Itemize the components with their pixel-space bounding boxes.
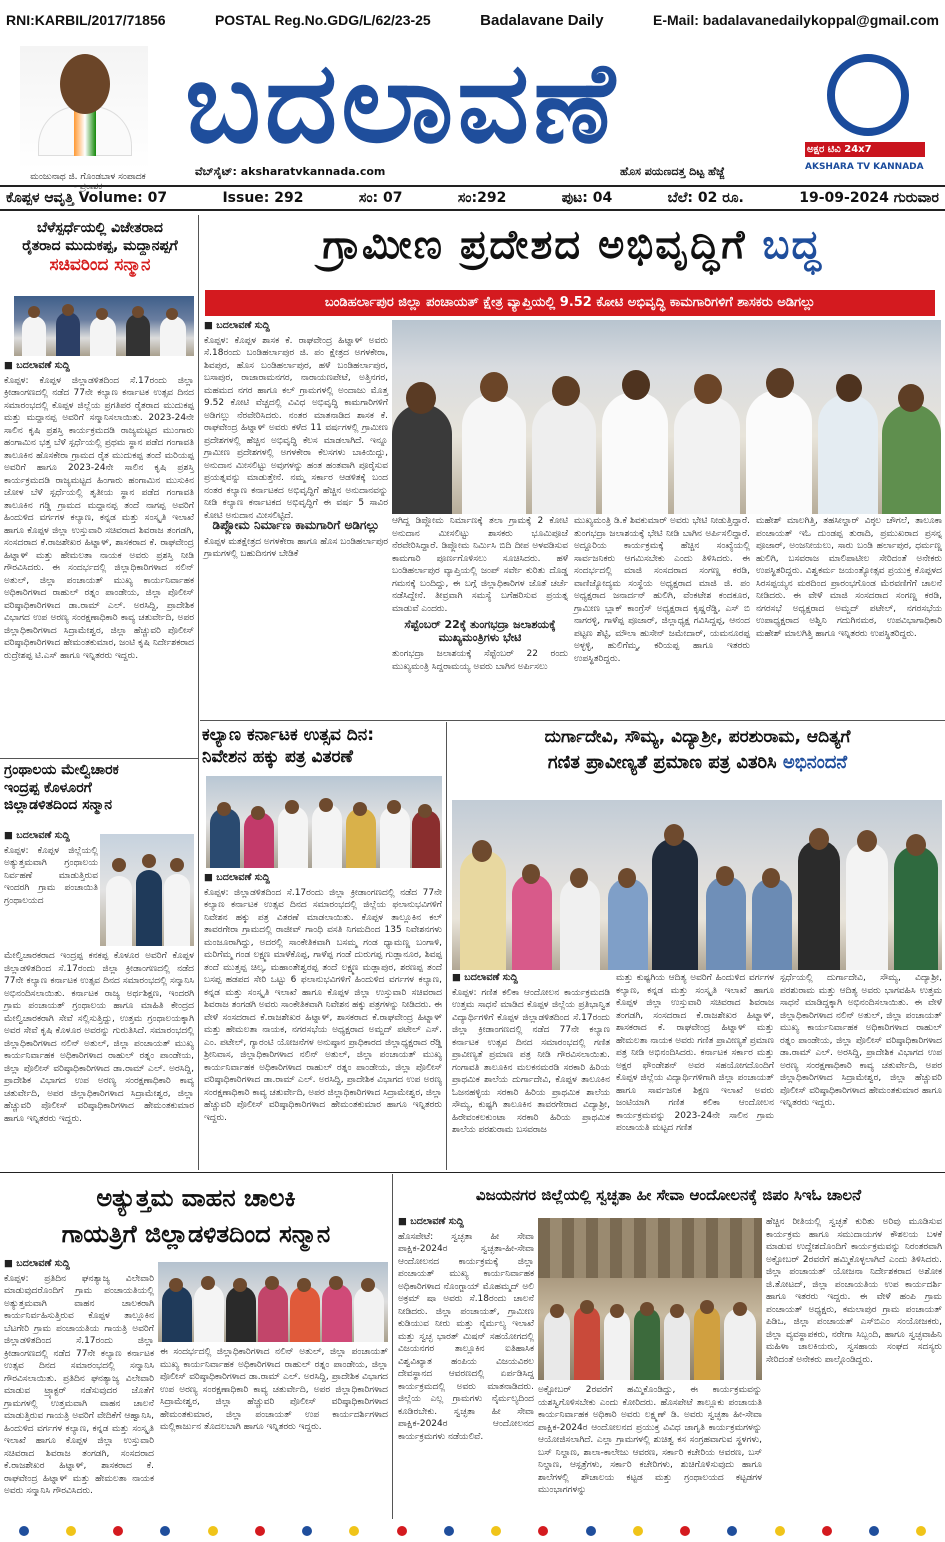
left1-headline: ಬೆಳೆಸ್ಪರ್ಧೆಯಲ್ಲಿ ವಿಜೇತರಾದ ರೈತರಾದ ಮುದುಕಪ್ಪ, ಮದ್ದಾನಪ್ಪಗೆ ಸಚಿವರಿಂದ ಸನ್ಮಾನ xyxy=(22,220,178,275)
vijayanagara-photo xyxy=(538,1218,762,1380)
tv-brand-en: AKSHARA TV KANNADA xyxy=(805,162,924,172)
lead-col2: ಆಗಿದ್ದ ಡಿಪ್ಲೋಮ ನಿರ್ಮಾಣಕ್ಕೆ ತಲಾ ಗ್ರಾಮಕ್ಕೆ 2 ಕೋಟಿ ಅನುದಾನ ಮೀಸಲಿಟ್ಟು ಶಾಸಕರು ಭೂಮಿಪೂಜೆ ನೆರವೇರಿಸಿದ್ದಾರೆ. ಡಿಪ್ಲೋಮ ನಿರ್ಮಿಸಿ ಬಿದಿ ದೀಪ ಅಳವಡಿಸುವ ಕಾಮಗಾರಿ ಪೂರ್ಣಗೊಳಿಸಲು ಸೂಚಿಸಿದರು. ಹಳೆ ಬಂಡಿಹರ್ಲಾಪುರ ವ್ಯಾಪ್ತಿಯಲ್ಲಿ ಜಂಪ್ ಸರ್ವೇ ಕುರಿತು ದೊಡ್ಡ ಗಮನಕ್ಕೆ ಬಂದಿದ್ದು, ಈ ಬಗ್ಗೆ ಜಿಲ್ಲಾಧಿಕಾರಿಗಳ ಜೊತೆ ಚರ್ಚೆ ನಡೆಸಿದ್ದೇನೆ. ತೀವ್ರವಾಗಿ ಸಮಸ್ಯೆ ಬಗೆಹರಿಸುವ ಪ್ರಯತ್ನ ಮಾಡುವೆ ಎಂದರು. ಸೆಪ್ಟೆಂಬರ್ 22ಕ್ಕೆ ತುಂಗಭದ್ರಾ ಜಲಾಶಯಕ್ಕೆ ಮುಖ್ಯಮಂತ್ರಿಗಳು ಭೇಟಿ ತುಂಗಭದ್ರಾ ಜಲಾಶಯಕ್ಕೆ ಸೆಪ್ಟೆಂಬರ್ 22 ರಂದು ಮುಖ್ಯಮಂತ್ರಿ ಸಿದ್ದರಾಮಯ್ಯ ಅವರು ಬಾಗಿನ ಅರ್ಪಿಸಲು xyxy=(392,516,568,672)
durgadevi-col3: ಸ್ಪರ್ಧೆಯಲ್ಲಿ ದುರ್ಗಾದೇವಿ, ಸೌಮ್ಯ, ವಿದ್ಯಾಶ್ರೀ, ಪರಶುರಾಮ ಮತ್ತು ಆದಿತ್ಯ ಅವರು ಭಾಗವಹಿಸಿ ಉತ್ತಮ ಸಾಧನೆ ಮಾಡಿದ್ದಕ್ಕಾಗಿ ಅಭಿನಂದಿಸಲಾಯಿತು. ಈ ವೇಳೆ ಜಿಲ್ಲಾಧಿಕಾರಿಗಳಾದ ನಲಿನ್ ಅತುಲ್, ಜಿಲ್ಲಾ ಪಂಚಾಯತ್ ಮುಖ್ಯ ಕಾರ್ಯನಿರ್ವಾಹಕ ಅಧಿಕಾರಿಗಳಾದ ರಾಹುಲ್ ರತ್ನಂ ಪಾಂಡೇಯ, ಜಿಲ್ಲಾ ಪೊಲೀಸ್ ವರಿಷ್ಠಾಧಿಕಾರಿಗಳಾದ ಡಾ.ರಾಮ್ ಎಲ್. ಅರಸಿದ್ದಿ, ಪ್ರಾದೇಶಿಕ ವಿಭಾಗದ ಉಪ ಅರಣ್ಯ ಸಂರಕ್ಷಣಾಧಿಕಾರಿ ಕಾವ್ಯ ಚತುರ್ವೇದಿ, ಅಪರ ಜಿಲ್ಲಾಧಿಕಾರಿಗಳಾದ ಸಿದ್ರಾಮೇಶ್ವರ, ಜಿಲ್ಲಾ ಹೆಚ್ಚುವರಿ ಪೊಲೀಸ್ ವರಿಷ್ಠಾಧಿಕಾರಿಗಳಾದ ಹೇಮಂತಕುಮಾರ ಹಾಗೂ ಇನ್ನಿತರರು ಇದ್ದರು. xyxy=(780,973,942,1108)
registration-dot xyxy=(633,1526,643,1536)
masthead xyxy=(0,38,945,192)
website-link[interactable]: ವೆಬ್‌ಸೈಟ್: aksharatvkannada.com xyxy=(195,165,386,178)
column-divider xyxy=(198,215,199,1170)
issue-kn: ಸಂ:292 xyxy=(457,190,507,206)
vijayanagara-headline: ವಿಜಯನಗರ ಜಿಲ್ಲೆಯಲ್ಲಿ ಸ್ವಚ್ಛತಾ ಹೀ ಸೇವಾ ಆಂದೋಲನಕ್ಕೆ ಜಿಪಂ ಸಿಇಓ ಚಾಲನೆ xyxy=(475,1186,862,1204)
page-count: ಪುಟ: 04 xyxy=(561,190,613,206)
lead-photo xyxy=(392,320,941,514)
registration-dot xyxy=(160,1526,170,1536)
registration-dots xyxy=(0,1524,945,1538)
registration-dot xyxy=(586,1526,596,1536)
vijayanagara-col3: ಹೆಚ್ಚಿನ ರೀತಿಯಲ್ಲಿ ಸ್ವಚ್ಛತೆ ಕುರಿತು ಅರಿವು ಮೂಡಿಸುವ ಕಾರ್ಯಕ್ರಮ ಹಾಗೂ ಸಮುದಾಯಗಳ ಕೌಶಲಯ ಬಳಕೆ ಮಾಡುವ ಉದ್ದೇಶದೊಂದಿಗೆ ಕಾರ್ಯಕ್ರಮವನ್ನು ನಿರಂತರವಾಗಿ ಅಕ್ಟೋಬರ್ 2ರವರೆಗೆ ಹಮ್ಮಿಕೊಳ್ಳಲಾಗಿದೆ ಎಂದು ತಿಳಿಸಿದರು. ಜಿಲ್ಲಾ ಪಂಚಾಯತ್ ಯೋಜನಾ ನಿರ್ದೇಶಕರಾದ ಅಶೋಕ ಜಿ.ತೋಟದ್, ಜಿಲ್ಲಾ ಪಂಚಾಯತಿಯ ಉಪ ಕಾರ್ಯದರ್ಶಿ ಹಾಗೂ ಇತರರು ಇದ್ದರು. ಈ ವೇಳೆ ಹಂಪಿ ಗ್ರಾಮ ಪಂಚಾಯತ್ ಅಧ್ಯಕ್ಷರು, ಕಮಲಾಪುರ ಗ್ರಾಮ ಪಂಚಾಯತ್ ಪಿಡಿಒ, ಜಿಲ್ಲಾ ಪಂಚಾಯತ್ ಎಸ್‌ಬಿಎಂ ಸಂಯೋಜಕರು, ಜಿಲ್ಲಾ ವ್ಯವಸ್ಥಾಪಕರು, ನರೇಗಾ ಸಿಬ್ಬಂದಿ, ಹಾಗೂ ಸ್ವಚ್ಛವಾಹಿನಿ ಮಹಿಳಾ ಚಾಲಕಿಯರು, ಸ್ವಸಹಾಯ ಸಂಘದ ಸದಸ್ಯರು ಸೇರಿದಂತೆ ಅನೇಕರು ಪಾಲ್ಗೊಂಡಿದ್ದರು. xyxy=(766,1217,942,1365)
kalyana-article: ■ ಬದಲಾವಣೆ ಸುದ್ದಿ ಕೊಪ್ಪಳ: ಜಿಲ್ಲಾಡಳಿತದಿಂದ ಸೆ.17ರಂದು ಜಿಲ್ಲಾ ಕ್ರೀಡಾಂಗಣದಲ್ಲಿ ನಡೆದ 77ನೇ ಕಲ್ಯಾಣ ಕರ್ನಾಟಕ ಉತ್ಸವ ದಿನದ ಸಮಾರಂಭದಲ್ಲಿ ಜಿಲ್ಲೆಯ ಫಲಾನುಭವಿಗಳಿಗೆ ನಿವೇಶನ ಹಕ್ಕು ಪತ್ರ ವಿತರಣೆ ಮಾಡಲಾಯಿತು. ಕೊಪ್ಪಳ ತಾಲ್ಲೂಕಿನ ಕಲ್ ತಾವರಗೇರಾ ಗ್ರಾಮದಲ್ಲಿ ರಾಜೀವ್ ಗಾಂಧಿ ವಸತಿ ನಿಗಮದಿಂದ 135 ನಿವೇಶನಗಳು ಮಂಜೂರಾಗಿದ್ದು, ಅದರಲ್ಲಿ ಸಾಂಕೇತಿಕವಾಗಿ ಬಸಮ್ಮ ಗಂಡ ಧ್ಯಾಮಣ್ಣ ಬಂಗಾಳಿ, ಮರಿಗೆಮ್ಮ ಗಂಡ ಲಕ್ಷ್ಮಣ ಮಾಳೆಕೊಪ್ಪ, ಗಾಳೆಪ್ಪ ಗಂಡೆ ದುರುಗಪ್ಪ ಗುಡ್ಲಾನೂರ, ಶಿವಪ್ಪ ತಂದೆ ಮುತ್ತಪ್ಪ ಚಿಲ್ಕ, ಮಹಾಂತೇಶ್ವರಪ್ಪ ತಂದೆ ಲಕ್ಷ್ಮಣ ಮಡ್ಲಾಪುರ, ಶರಣಪ್ಪ ತಂದೆ ಬಸಪ್ಪ ಹಡಪದ ಸೇರಿ ಒಟ್ಟು 6 ಫಲಾನುಭವಿಗಳಿಗೆ ಹಿಂದುಳಿದ ವರ್ಗಗಳ ಕಲ್ಯಾಣ, ಕನ್ನಡ ಮತ್ತು ಸಂಸ್ಕೃತಿ ಇಲಾಖೆ ಹಾಗೂ ಕೊಪ್ಪಳ ಜಿಲ್ಲಾ ಉಸ್ತುವಾರಿ ಸಚಿವರಾದ ಶಿವರಾಜ ತಂಗಡಗಿ ಅವರು ಸಾಂಕೇತಿಕವಾಗಿ ನಿವೇಶನ ಹಕ್ಕು ಪತ್ರಗಳನ್ನು ನೀಡಿದರು. ಈ ವೇಳೆ ಸಂಸದರಾದ ಕೆ.ರಾಜಶೇಖರ ಹಿಟ್ನಾಳ್, ಶಾಸಕರಾದ ಕೆ.ರಾಘವೇಂದ್ರ ಹಿಟ್ನಾಳ್ ಮತ್ತು ಹೇಮಲತಾ ನಾಯಕ, ನಗರಸಭೆಯ ಅಧ್ಯಕ್ಷರಾದ ಅಮ್ಜದ್ ಪಟೇಲ್ ಎಸ್. ಎಂ. ಪಟೇಲ್, ಗ್ಯಾರಂಟಿ ಯೋಜನೆಗಳ ಅನುಷ್ಠಾನ ಪ್ರಾಧಿಕಾರದ ಜಿಲ್ಲಾಧ್ಯಕ್ಷರಾದ ರೆಡ್ಡಿ ಶ್ರೀನಿವಾಸ, ಜಿಲ್ಲಾಧಿಕಾರಿಗಳಾದ ನಲಿನ್ ಅತುಲ್, ಜಿಲ್ಲಾ ಪಂಚಾಯತ್ ಮುಖ್ಯ ಕಾರ್ಯನಿರ್ವಾಹಕ ಅಧಿಕಾರಿಗಳಾದ ರಾಹುಲ್ ರತ್ನಂ ಪಾಂಡೇಯ, ಜಿಲ್ಲಾ ಪೊಲೀಸ್ ವರಿಷ್ಠಾಧಿಕಾರಿಗಳಾದ ಡಾ.ರಾಮ್ ಎಲ್. ಅರಸಿದ್ದಿ, ಪ್ರಾದೇಶಿಕ ವಿಭಾಗದ ಉಪ ಅರಣ್ಯ ಸಂರಕ್ಷಣಾಧಿಕಾರಿ ಕಾವ್ಯ ಚತುರ್ವೇದಿ, ಅಪರ ಜಿಲ್ಲಾಧಿಕಾರಿಗಳಾದ ಸಿದ್ರಾಮೇಶ್ವರ, ಜಿಲ್ಲಾ ಹೆಚ್ಚುವರಿ ಪೊಲೀಸ್ ವರಿಷ್ಠಾಧಿಕಾರಿಗಳಾದ ಹೇಮಂತಕುಮಾರ ಹಾಗೂ ಇನ್ನಿತರರು ಇದ್ದರು. xyxy=(204,872,442,1123)
issue-number: Issue: 292 xyxy=(222,190,304,206)
durgadevi-col2: ಮತ್ತು ಕುಷ್ಟಗಿಯ ಆದಿತ್ಯ ಅವರಿಗೆ ಹಿಂದುಳಿದ ವರ್ಗಗಳ ಕಲ್ಯಾಣ, ಕನ್ನಡ ಮತ್ತು ಸಂಸ್ಕೃತಿ ಇಲಾಖೆ ಹಾಗೂ ಕೊಪ್ಪಳ ಜಿಲ್ಲಾ ಉಸ್ತುವಾರಿ ಸಚಿವರಾದ ಶಿವರಾಜ ತಂಗಡಗಿ, ಸಂಸದರಾದ ಕೆ.ರಾಜಶೇಖರ ಹಿಟ್ನಾಳ್, ಶಾಸಕರಾದ ಕೆ. ರಾಘವೇಂದ್ರ ಹಿಟ್ನಾಳ್ ಮತ್ತು ಹೇಮಲತಾ ನಾಯಕ ಅವರು ಗಣಿತ ಪ್ರಾವೀಣ್ಯತೆ ಪ್ರಮಾಣ ಪತ್ರ ನೀಡಿ ಅಭಿನಂದಿಸಿದರು. ಕರ್ನಾಟಕ ಸರ್ಕಾರ ಮತ್ತು ಅಕ್ಷರ ಫೌಂಡೇಶನ್ ಅವರ ಸಹಯೋಗದೊಂದಿಗೆ ಕೊಪ್ಪಳ ಜಿಲ್ಲೆಯ ವಿದ್ಯಾರ್ಥಿಗಳಿಗಾಗಿ ಜಿಲ್ಲಾ ಪಂಚಾಯತ್ ಹಾಗೂ ಸಾರ್ವಜನಿಕ ಶಿಕ್ಷಣ ಇಲಾಖೆ ಅವರು ಜಂಟಿಯಾಗಿ ಗಣಿತ ಕಲಿಕಾ ಆಂದೋಲನ ಕಾರ್ಯಕ್ರಮವನ್ನು 2023-24ನೇ ಸಾಲಿನ ಗ್ರಾಮ ಪಂಚಾಯತಿ ಮಟ್ಟದ ಗಣಿತ xyxy=(616,973,774,1133)
chalaki-headline: ಅತ್ಯುತ್ತಮ ವಾಹನ ಚಾಲಕಿ ಗಾಯತ್ರಿಗೆ ಜಿಲ್ಲಾಡಳಿತದಿಂದ ಸನ್ಮಾನ xyxy=(61,1184,331,1248)
paper-name-en: Badalavane Daily xyxy=(480,11,604,29)
section-divider xyxy=(0,758,198,759)
editor-portrait xyxy=(20,46,148,170)
registration-dot xyxy=(255,1526,265,1536)
section-divider xyxy=(200,720,945,721)
chalaki-photo xyxy=(158,1262,388,1342)
left2-article-top: ■ ಬದಲಾವಣೆ ಸುದ್ದಿ ಕೊಪ್ಪಳ: ಕೊಪ್ಪಳ ಜಿಲ್ಲೆಯಲ್ಲಿ ಅತ್ಯುತ್ತಮವಾಗಿ ಗ್ರಂಥಾಲಯ ನಿರ್ವಹಣೆ ಮಾಡುತ್ತಿರುವ ಇಂದರಗಿ ಗ್ರಾಮ ಪಂಚಾಯಿತಿ ಗ್ರಂಥಾಲಯದ xyxy=(4,830,98,906)
volume-kn: ಸಂ: 07 xyxy=(358,190,403,206)
postal-reg: POSTAL Reg.No.GDG/L/62/23-25 xyxy=(214,12,431,28)
lead-col1: ಡಿಪ್ಲೋಮ ನಿರ್ಮಾಣ ಕಾಮಗಾರಿಗೆ ಅಡಿಗಲ್ಲು ಕೊಪ್ಪಳ ಮತಕ್ಷೇತ್ರದ ಅಗಳಕೇರಾ ಹಾಗೂ ಹೊಸ ಬಂಡಿಹರ್ಲಾಪುರ ಗ್ರಾಮಗಳಲ್ಲಿ ಬಹುದಿನಗಳ ಬೇಡಿಕೆ xyxy=(204,518,389,559)
lead-intro: ■ ಬದಲಾವಣೆ ಸುದ್ದಿ ಕೊಪ್ಪಳ: ಕೊಪ್ಪಳ ಶಾಸಕ ಕೆ. ರಾಘವೇಂದ್ರ ಹಿಟ್ನಾಳ್ ಅವರು ಸೆ.18ರಂದು ಬಂಡಿಹರ್ಲಾಪುರ ಜಿ. ಪಂ ಕ್ಷೇತ್ರದ ಅಗಳಕೇರಾ, ಶಿವಪುರ, ಹೊಸ ಬಂಡಿಹರ್ಲಾಪುರ, ಹಳೆ ಬಂಡಿಹರ್ಲಾಪುರ, ಬಸಾಪುರ, ರಾಜಾರಾಮನಗರ, ನಾರಾಯಣಪೇಟೆ, ಅತ್ತಿನಗರ, ಮಹಮದ ನಗರ ಹಾಗೂ ಕಲ್ ಗ್ರಾಮಗಳಲ್ಲಿ ಅಂದಾಜು ಮೊತ್ತ 9.52 ಕೋಟಿ ವೆಚ್ಚದಲ್ಲಿ ವಿವಿಧ ಅಭಿವೃದ್ಧಿ ಕಾಮಗಾರಿಗಳಿಗೆ ಅಡಿಗಲ್ಲು ನೆರವೇರಿಸಿದರು. ನಂತರ ಮಾತನಾಡಿದ ಶಾಸಕ ಕೆ. ರಾಘವೇಂದ್ರ ಹಿಟ್ನಾಳ್ ಅವರು ಕಳೆದ 11 ವರ್ಷಗಳಲ್ಲಿ ಗ್ರಾಮೀಣ ಪ್ರದೇಶಗಳಲ್ಲಿ ಹೆಚ್ಚಿನ ಅಭಿವೃದ್ಧಿ ಕೆಲಸ ಮಾಡಲಾಗಿದೆ. ಇನ್ನೂ ಗ್ರಾಮೀಣ ಪ್ರದೇಶಗಳಲ್ಲಿ ಅಗಳಕೇರಾ ಕೆಲಸಗಳು ಬಾಕಿಯಿದ್ದು, ಅನುದಾನ ಮೀಸಲಿಟ್ಟು ಅವುಗಳನ್ನು ಹಂತ ಹಂತವಾಗಿ ಪೂರೈಸುವ ಪ್ರಯತ್ನವನ್ನು ಮಾಡುತ್ತೇನೆ. ನಮ್ಮ ಸರ್ಕಾರ ಆಡಳಿತಕ್ಕೆ ಬಂದ ನಂತರ ಕಲ್ಯಾಣ ಕರ್ನಾಟಕದ ಅಭಿವೃದ್ಧಿಗೆ ಹೆಚ್ಚಿನ ಅನುದಾನವನ್ನು ನೀಡಿ ಕಲ್ಯಾಣ ಕರ್ನಾಟಕದ ಅಭಿವೃದ್ಧಿಗೆ ಈ ವರ್ಷ 5 ಸಾವಿರ ಕೋಟಿ ಅನುದಾನ ಮೀಸಲಿಟ್ಟಿದೆ. xyxy=(204,320,388,521)
chalaki-col1: ■ ಬದಲಾವಣೆ ಸುದ್ದಿ ಕೊಪ್ಪಳ: ಪ್ರತಿದಿನ ಘನತ್ಯಾಜ್ಯ ವಿಲೇವಾರಿ ಮಾಡುವುದರೊಂದಿಗೆ ಗ್ರಾಮ ಪಂಚಾಯತಿಯಲ್ಲಿ ಅತ್ಯುತ್ತಮವಾಗಿ ವಾಹನ ಚಾಲಕರಾಗಿ ಕಾರ್ಯನಿರ್ವಹಿಸುತ್ತಿರುವ ಕೊಪ್ಪಳ ತಾಲ್ಲೂಕಿನ ಬೆಟಗೇರಿ ಗ್ರಾಮ ಪಂಚಾಯತಿಯ ಗಾಯತ್ರಿ ಅವರಿಗೆ ಜಿಲ್ಲಾಡಳಿತದಿಂದ ಸೆ.17ರಂದು ಜಿಲ್ಲಾ ಕ್ರೀಡಾಂಗಣದಲ್ಲಿ ನಡೆದ 77ನೇ ಕಲ್ಯಾಣ ಕರ್ನಾಟಕ ಉತ್ಸವ ದಿನದ ಸಮಾರಂಭದಲ್ಲಿ ಸನ್ಮಾನಿಸಿ ಗೌರವಿಸಲಾಯಿತು. ಪ್ರತಿದಿನ ಘನತ್ಯಾಜ್ಯ ವಿಲೇವಾರಿ ಮಾಡುವ ಟ್ರ್ಯಾಕ್ಟರ್ ನಡೆಸುವುದರ ಜೊತೆಗೆ ಗ್ರಾಮಗಳಲ್ಲಿ ಉತ್ತಮವಾಗಿ ವಾಹನ ಚಾಲನೆ ಮಾಡುತ್ತಿರುವ ಗಾಯತ್ರಿ ಅವರಿಗೆ ವೇದಿಕೆಗೆ ಆಹ್ವಾನಿಸಿ, ಹಿಂದುಳಿದ ವರ್ಗಗಳ ಕಲ್ಯಾಣ, ಕನ್ನಡ ಮತ್ತು ಸಂಸ್ಕೃತಿ ಇಲಾಖೆ ಹಾಗೂ ಕೊಪ್ಪಳ ಜಿಲ್ಲಾ ಉಸ್ತುವಾರಿ ಸಚಿವರಾದ ಶಿವರಾಜ ತಂಗಡಗಿ, ಸಂಸದರಾದ ಕೆ.ರಾಜಶೇಖರ ಹಿಟ್ನಾಳ್, ಶಾಸಕರಾದ ಕೆ. ರಾಘವೇಂದ್ರ ಹಿಟ್ನಾಳ್ ಮತ್ತು ಹೇಮಲತಾ ನಾಯಕ ಅವರು ಸನ್ಮಾನಿಸಿ ಗೌರವಿಸಿದರು. xyxy=(4,1258,154,1496)
registration-dot xyxy=(66,1526,76,1536)
tv-ring-icon xyxy=(827,54,909,136)
kalyana-headline: ಕಲ್ಯಾಣ ಕರ್ನಾಟಕ ಉತ್ಸವ ದಿನ: ನಿವೇಶನ ಹಕ್ಕು ಪತ್ರ ವಿತರಣೆ xyxy=(202,725,375,767)
lead-subhead: ಬಂಡಿಹರ್ಲಾಪುರ ಜಿಲ್ಲಾ ಪಂಚಾಯತ್ ಕ್ಷೇತ್ರ ವ್ಯಾಪ್ತಿಯಲ್ಲಿ 9.52 ಕೋಟಿ ಅಭಿವೃದ್ಧಿ ಕಾಮಗಾರಿಗಳಿಗೆ ಶಾಸಕರು ಅಡಿಗಲ್ಲು xyxy=(205,290,935,316)
rni-number: RNI:KARBIL/2017/71856 xyxy=(6,12,166,28)
lead-headline: ಗ್ರಾಮೀಣ ಪ್ರದೇಶದ ಅಭಿವೃದ್ಧಿಗೆ ಬದ್ಧ xyxy=(322,222,823,268)
tv-brand: ಅಕ್ಷರ ಟಿವಿ 24x7 xyxy=(805,142,925,157)
durgadevi-col1: ■ ಬದಲಾವಣೆ ಸುದ್ದಿ ಕೊಪ್ಪಳ: ಗಣಿತ ಕಲಿಕಾ ಆಂದೋಲನ ಕಾರ್ಯಕ್ರಮದಡಿ ಉತ್ತಮ ಸಾಧನೆ ಮಾಡಿದ ಕೊಪ್ಪಳ ಜಿಲ್ಲೆಯ ಪ್ರತಿಭಾನ್ವಿತ ವಿದ್ಯಾರ್ಥಿಗಳಿಗೆ ಕೊಪ್ಪಳ ಜಿಲ್ಲಾಡಳಿತದಿಂದ ಸೆ.17ರಂದು ಜಿಲ್ಲಾ ಕ್ರೀಡಾಂಗಣದಲ್ಲಿ ನಡೆದ 77ನೇ ಕಲ್ಯಾಣ ಕರ್ನಾಟಕ ಉತ್ಸವ ದಿನದ ಸಮಾರಂಭದಲ್ಲಿ ಗಣಿತ ಪ್ರಾವೀಣ್ಯತೆ ಪ್ರಮಾಣ ಪತ್ರ ನೀಡಿ ಗೌರವಿಸಲಾಯಿತು. ಗಂಗಾವತಿ ತಾಲೂಕಿನ ಮಲಕನಮರಡಿ ಸರಕಾರಿ ಹಿರಿಯ ಪ್ರಾಥಮಿಕ ಶಾಲೆಯ ದುರ್ಗಾದೇವಿ, ಕೊಪ್ಪಳ ತಾಲೂಕಿನ ಓಜನಹಳ್ಳಿಯ ಸರಕಾರಿ ಹಿರಿಯ ಪ್ರಾಥಮಿಕ ಶಾಲೆಯ ಸೌಮ್ಯ, ಕುಷ್ಟಗಿ ತಾಲೂಕಿನ ತಾವರಗೇರಾದ ವಿದ್ಯಾಶ್ರೀ, ಹಿರೇವಂಕಲಕುಂಟಾ ಸರಕಾರಿ ಹಿರಿಯ ಪ್ರಾಥಮಿಕ ಶಾಲೆಯ ಪರಶುರಾಮ ಬಸವರಾಜ xyxy=(452,972,610,1135)
registration-dot xyxy=(775,1526,785,1536)
top-strip xyxy=(0,0,945,40)
left2-headline: ಗ್ರಂಥಾಲಯ ಮೇಲ್ವಿಚಾರಕ ಇಂದ್ರಪ್ಪ ಕೊಳೂರಗೆ ಜಿಲ್ಲಾಡಳಿತದಿಂದ ಸನ್ಮಾನ xyxy=(4,762,119,813)
edition: ಕೊಪ್ಪಳ ಆವೃತ್ತಿ Volume: 07 xyxy=(6,190,168,206)
registration-dot xyxy=(916,1526,926,1536)
registration-dot xyxy=(491,1526,501,1536)
column-divider xyxy=(392,1174,393,1519)
registration-dot xyxy=(869,1526,879,1536)
left1-article: ■ ಬದಲಾವಣೆ ಸುದ್ದಿ ಕೊಪ್ಪಳ: ಕೊಪ್ಪಳ ಜಿಲ್ಲಾಡಳಿತದಿಂದ ಸೆ.17ರಂದು ಜಿಲ್ಲಾ ಕ್ರೀಡಾಂಗಣದಲ್ಲಿ ನಡೆದ 77ನೇ ಕಲ್ಯಾಣ ಕರ್ನಾಟಕ ಉತ್ಸವ ದಿನದ ಸಮಾರಂಭದಲ್ಲಿ ಕೊಪ್ಪಳ ಜಿಲ್ಲೆಯ ಪ್ರಗತಿಪರ ರೈತರಾದ ಮುದುಕಪ್ಪ ಮತ್ತು ಮದ್ದಾನಪ್ಪ ಅವರಿಗೆ ಸನ್ಮಾನಿಸಲಾಯಿತು. 2023-24ನೇ ಸಾಲಿನ ಕೃಷಿ ಪ್ರಶಸ್ತಿ ಕಾರ್ಯಕ್ರಮದಡಿ ರಾಜ್ಯಮಟ್ಟದ ಮುಂಗಾರು ಹಂಗಾಮಿನ ಭತ್ತ ಬೆಳೆ ಸ್ಪರ್ಧೆಯಲ್ಲಿ ಪ್ರಥಮ ಸ್ಥಾನ ಪಡೆದ ಗಂಗಾವತಿ ತಾಲೂಕಿನ ಹೊಸಕೇರಾ ಗ್ರಾಮದ ರೈತ ಮುದುಕಪ್ಪ ತಂದೆ ಮರಿಯಪ್ಪ ಅವರಿಗೆ ಹಾಗೂ 2023-24ನೇ ಸಾಲಿನ ಕೃಷಿ ಪ್ರಶಸ್ತಿ ಕಾರ್ಯಕ್ರಮದಡಿ ರಾಜ್ಯಮಟ್ಟದ ಹಿಂಗಾರು ಹಂಗಾಮಿನ ಮುಸುಕಿನ ಜೋಳ ಬೆಳೆ ಸ್ಪರ್ಧೆಯಲ್ಲಿ ತೃತೀಯ ಸ್ಥಾನ ಪಡೆದ ಗಂಗಾವತಿ ತಾಲೂಕಿನ ಗಡ್ಡಿ ಗ್ರಾಮದ ಮದ್ದಾನಪ್ಪ ತಂದೆ ನಾಗಪ್ಪ ಅವರಿಗೆ ಹಿಂದುಳಿದ ವರ್ಗಗಳ ಕಲ್ಯಾಣ, ಕನ್ನಡ ಮತ್ತು ಸಂಸ್ಕೃತಿ ಇಲಾಖೆ ಹಾಗೂ ಕೊಪ್ಪಳ ಜಿಲ್ಲಾ ಉಸ್ತುವಾರಿ ಸಚಿವರಾದ ಶಿವರಾಜ ತಂಗಡಗಿ, ಸಂಸದರಾದ ಕೆ.ರಾಜಶೇಖರ ಹಿಟ್ನಾಳ್, ಶಾಸಕರಾದ ಕೆ. ರಾಘವೇಂದ್ರ ಹಿಟ್ನಾಳ್ ಮತ್ತು ಹೇಮಲತಾ ನಾಯಕ ಅವರು ಪ್ರಶಸ್ತಿ ನೀಡಿ ಗೌರವಿಸಿದರು. ಈ ಸಂದರ್ಭದಲ್ಲಿ ಜಿಲ್ಲಾಧಿಕಾರಿಗಳಾದ ನಲಿನ್ ಅತುಲ್, ಜಿಲ್ಲಾ ಪಂಚಾಯತ್ ಮುಖ್ಯ ಕಾರ್ಯನಿರ್ವಾಹಕ ಅಧಿಕಾರಿಗಳಾದ ರಾಹುಲ್ ರತ್ನಂ ಪಾಂಡೇಯ, ಜಿಲ್ಲಾ ಪೊಲೀಸ್ ವರಿಷ್ಠಾಧಿಕಾರಿಗಳಾದ ಡಾ.ರಾಮ್ ಎಲ್. ಅರಸಿದ್ದಿ, ಪ್ರಾದೇಶಿಕ ವಿಭಾಗದ ಉಪ ಅರಣ್ಯ ಸಂರಕ್ಷಣಾಧಿಕಾರಿ ಕಾವ್ಯ ಚತುರ್ವೇದಿ, ಅಪರ ಜಿಲ್ಲಾಧಿಕಾರಿಗಳಾದ ಸಿದ್ರಾಮೇಶ್ವರ, ಜಿಲ್ಲಾ ಹೆಚ್ಚುವರಿ ಪೊಲೀಸ್ ವರಿಷ್ಠಾಧಿಕಾರಿಗಳಾದ ಹೇಮಂತಕುಮಾರ, ಜಂಟಿ ಕೃಷಿ ನಿರ್ದೇಶಕರಾದ ರುದ್ರೇಶಪ್ಪ ಟಿ.ಎಸ್ ಹಾಗೂ ಇನ್ನಿತರರು ಇದ್ದರು. xyxy=(4,360,194,661)
durgadevi-headline: ದುರ್ಗಾದೇವಿ, ಸೌಮ್ಯ, ವಿದ್ಯಾಶ್ರೀ, ಪರಶುರಾಮ, ಆದಿತ್ಯಗೆ ಗಣಿತ ಪ್ರಾವೀಣ್ಯತೆ ಪ್ರಮಾಣ ಪತ್ರ ವಿತರಿಸಿ ಅಭಿನಂದನೆ xyxy=(544,727,851,773)
vijayanagara-col1: ■ ಬದಲಾವಣೆ ಸುದ್ದಿ ಹೊಸಪೇಟೆ: ಸ್ವಚ್ಛತಾ ಹೀ ಸೇವಾ ಪಾಕ್ಷಿಕ-2024ರ ಸ್ವಚ್ಛತಾ-ಹೀ-ಸೇವಾ ಆಂದೋಲನದ ಕಾರ್ಯಕ್ರಮಕ್ಕೆ ಜಿಲ್ಲಾ ಪಂಚಾಯತ್ ಮುಖ್ಯ ಕಾರ್ಯನಿರ್ವಾಹಕ ಅಧಿಕಾರಿಗಳಾದ ನೊಂಗ್ಜಾಯ್ ಮೊಹಮ್ಮದ್ ಅಲಿ ಅಕ್ರಮ್ ಷಾ ಅವರು ಸೆ.18ರಂದು ಚಾಲನೆ ನೀಡಿದರು. ಜಿಲ್ಲಾ ಪಂಚಾಯತ್, ಗ್ರಾಮೀಣ ಕುಡಿಯುವ ನೀರು ಮತ್ತು ನೈರ್ಮಲ್ಯ ಇಲಾಖೆ ಮತ್ತು ಸ್ವಚ್ಛ ಭಾರತ್ ಮಿಷನ್ ಸಹಯೋಗದಲ್ಲಿ ವಿಜಯನಗರ ತಾಲ್ಲೂಕಿನ ಐತಿಹಾಸಿಕ ವಿಶ್ವವಿಖ್ಯಾತ ಹಂಪಿಯ ವಿಜಯವಿಠಲ ದೇವಸ್ಥಾನದ ಆವರಣದಲ್ಲಿ ಏರ್ಪಡಿಸಿದ್ದ ಕಾರ್ಯಕ್ರಮದಲ್ಲಿ ಅವರು ಮಾತನಾಡಿದರು. ಜಿಲ್ಲೆಯ ಎಲ್ಲ ಗ್ರಾಮಗಳು ನೈರ್ಮಲ್ಯದಿಂದ ಕೂಡಿರಬೇಕು. ಸ್ವಚ್ಛತಾ ಹೀ ಸೇವಾ ಪಾಕ್ಷಿಕ-2024ರ ಆಂದೋಲನದ ಕಾರ್ಯಕ್ರಮಗಳು ನಡೆಯಲಿವೆ. xyxy=(398,1216,534,1442)
price: ಬೆಲೆ: 02 ರೂ. xyxy=(667,190,744,206)
vijayanagara-col2: ಅಕ್ಟೋಬರ್ 2ರವರೆಗೆ ಹಮ್ಮಿಕೊಂಡಿದ್ದು, ಈ ಕಾರ್ಯಕ್ರಮವನ್ನು ಯಶಸ್ವಿಗೊಳಿಸಬೇಕು ಎಂದು ಕೋರಿದರು. ಹೊಸಪೇಟೆ ತಾಲ್ಲೂಕು ಪಂಚಾಯತಿ ಕಾರ್ಯನಿರ್ವಾಹಕ ಅಧಿಕಾರಿ ಅವರು ಲಕ್ಷ್ಮಣ್ ಡಿ. ಅವರು ಸ್ವಚ್ಛತಾ ಹೀ-ಸೇವಾ ಪಾಕ್ಷಿಕ-2024ರ ಆಂದೋಲನದ ಪ್ರಯುಕ್ತ ವಿವಿಧ ಜಾಗೃತಿ ಕಾರ್ಯಕ್ರಮಗಳನ್ನು ಆಯೋಜಿಸಲಾಗಿದೆ. ಎಲ್ಲಾ ಗ್ರಾಮಗಳಲ್ಲಿ ಶುಚಿತ್ವ ಕಸ ಸಂಗ್ರಹವಾಗುವ ಸ್ಥಳಗಳು, ಬಸ್ ನಿಲ್ದಾಣ, ಶಾಲಾ-ಕಾಲೇಜು ಆವರಣ, ಸರ್ಕಾರಿ ಕಚೇರಿಯ ಆವರಣ, ಬಸ್ ನಿಲ್ದಾಣ, ಆಸ್ಪತ್ರೆಗಳು, ಸರ್ಕಾರಿ ಕಚೇರಿಗಳು, ಶುಚಿಗೊಳಿಸುವುದು ಹಾಗೂ ಶಾಲೆಗಳಲ್ಲಿ ಶೌಚಾಲಯ ಕಟ್ಟಡ ಮತ್ತು ಗ್ರಂಥಾಲಯದ ಕಟ್ಟಡಗಳ ಮುಂಭಾಗಗಳನ್ನು xyxy=(538,1385,762,1495)
registration-dot xyxy=(538,1526,548,1536)
paper-logo: ಬದಲಾವಣೆ xyxy=(185,38,619,168)
registration-dot xyxy=(444,1526,454,1536)
lead-col3: ಮುಖ್ಯಮಂತ್ರಿ ಡಿ.ಕೆ ಶಿವಕುಮಾರ್ ಅವರು ಭೇಟಿ ನೀಡುತ್ತಿದ್ದಾರೆ. ತುಂಗಭದ್ರಾ ಜಲಾಶಯಕ್ಕೆ ಭೇಟಿ ನೀಡಿ ಬಾಗಿನ ಅರ್ಪಿಸಲಿದ್ದಾರೆ. ಅದ್ದೂರಿಯ ಕಾರ್ಯಕ್ರಮಕ್ಕೆ ಹೆಚ್ಚಿನ ಸಂಖ್ಯೆಯಲ್ಲಿ ಸಾರ್ವಜನಿಕರು ಆಗಮಿಸಬೇಕು ಎಂದು ತಿಳಿಸಿದರು. ಈ ಸಂದರ್ಭದಲ್ಲಿ ಮಾಜಿ ಸಂಸದರಾದ ಸಂಗಣ್ಣ ಕರಡಿ, ವಾಣಿಜ್ಯೋದ್ಯಮ ಸಂಸ್ಥೆಯ ಅಧ್ಯಕ್ಷರಾದ ಮಾಜಿ ಜಿ. ಪಂ ಅಧ್ಯಕ್ಷರಾದ ಜನಾರ್ದನ್ ಹುಲಿಗಿ, ವೆಂಕಟೇಶ ಕಂದಕೂರ, ಗ್ರಾಮೀಣ ಬ್ಲಾಕ್ ಕಾಂಗ್ರೆಸ್ ಅಧ್ಯಕ್ಷರಾದ ಕೃಷ್ಣರೆಡ್ಡಿ, ಎಸ್ ಬಿ ನಾಗರಳ್ಳಿ, ಗಾಳೆಪ್ಪ ಪೂಜಾರ್, ಜಿಲ್ಲಾಧ್ಯಕ್ಷ ಗವಿಸಿದ್ದಪ್ಪ, ಆನಂದ ಪಟ್ಟಣ ಶೆಟ್ಟಿ, ಮೌಲಾ ಹುಸೇನ್ ಜಮೇದಾರ್, ಯಮನೂರಪ್ಪ ಅಳ್ಳಳ್ಳಿ, ಹುಲಿಗೆಮ್ಮ, ಕರಿಯಪ್ಪ ಹಾಗೂ ಇತರರು ಉಪಸ್ಥಿತರಿದ್ದರು. xyxy=(574,516,750,664)
lead-col4: ಮಹೇಶ್ ಮಾಲಗಿತ್ತಿ, ತಹಸೀಲ್ದಾರ್ ವಿಠ್ಠಲ ಚೌಗಲೆ, ತಾಲೂಕಾ ಪಂಚಾಯತ್ ಇಓ ದುಂಡಪ್ಪ ತುರಾದಿ, ಪ್ರಮುಖರಾದ ಪ್ರಸನ್ನ ಪೂಜಾರ್, ಅಂಜನೀಯಲು, ಸಾರು ಬಂಡಿ ಹರ್ಲಾಪುರ, ಧರ್ಮಣ್ಣ ಹುಲಿಗಿ, ಬಸವರಾಜ ಮಾಲಿಪಾಟೀಲ ಸೇರಿದಂತೆ ಅನೇಕರು ಉಪಸ್ಥಿತರಿದ್ದರು. ವಿಶ್ವಕರ್ಮ ಜಯಂತ್ಯೋತ್ಸವ ಪ್ರಯುಕ್ತ ಕೊಪ್ಪಳದ ಸಿರಸಪ್ಪಯ್ಯನ ಮಠದಿಂದ ಪ್ರಾರಂಭಗೊಂಡ ಮೆರವಣಿಗೆಗೆ ಚಾಲನೆ ನೀಡಿದರು. ಈ ವೇಳೆ ಮಾಜಿ ಸಂಸದರಾದ ಸಂಗಣ್ಣ ಕರಡಿ, ನಗರಸಭೆ ಅಧ್ಯಕ್ಷರಾದ ಅಮ್ಜದ್ ಪಟೇಲ್, ನಗರಸಭೆಯ ಉಪಾಧ್ಯಕ್ಷರಾದ ಅಶ್ವಿನಿ ಗದುಗಿನಮಠ, ಉಪವಿಭಾಗಾಧಿಕಾರಿ ಮಹೇಶ್ ಮಾಲಗಿತ್ತಿ ಹಾಗೂ ಇನ್ನಿತರರು ಉಪಸ್ಥಿತರಿದ್ದರು. xyxy=(756,516,942,639)
registration-dot xyxy=(19,1526,29,1536)
durgadevi-photo xyxy=(452,800,942,970)
left1-photo xyxy=(14,296,194,356)
left2-photo xyxy=(100,834,194,946)
registration-dot xyxy=(302,1526,312,1536)
issue-bar xyxy=(0,185,945,211)
left2-article: ಮೇಲ್ವಿಚಾರಕರಾದ ಇಂದ್ರಪ್ಪ ಕನಕಪ್ಪ ಕೊಳೂರ ಅವರಿಗೆ ಕೊಪ್ಪಳ ಜಿಲ್ಲಾಡಳಿತದಿಂದ ಸೆ.17ರಂದು ಜಿಲ್ಲಾ ಕ್ರೀಡಾಂಗಣದಲ್ಲಿ ನಡೆದ 77ನೇ ಕಲ್ಯಾಣ ಕರ್ನಾಟಕ ಉತ್ಸವ ದಿನದ ಸಮಾರಂಭದಲ್ಲಿ ಸನ್ಮಾನಿಸಿ ಅಭಿನಂದಿಸಲಾಯಿತು. ಕರ್ನಾಟಕ ರಾಜ್ಯ ಅರ್ಥಶಿಕ್ಷಣ, ಇಂದರಗಿ ಗ್ರಾಮ ಪಂಚಾಯತ್ ಗ್ರಂಥಾಲಯ ಹಾಗೂ ಮಾಹಿತಿ ಕೇಂದ್ರದ ಮೇಲ್ವಿಚಾರಕರಾಗಿ ಸೇವೆ ಸಲ್ಲಿಸುತ್ತಿದ್ದು, ಉತ್ತಮ ಗ್ರಂಥಾಲಯಕ್ಕಾಗಿ ಅವರ ಸೇವೆ ಕೃಷಿ ಕೊಳೂರ ಅವರನ್ನು ಗುರುತಿಸಿದೆ. ಸಮಾರಂಭದಲ್ಲಿ ಜಿಲ್ಲಾಧಿಕಾರಿಗಳಾದ ನಲಿನ್ ಅತುಲ್, ಜಿಲ್ಲಾ ಪಂಚಾಯತ್ ಮುಖ್ಯ ಕಾರ್ಯನಿರ್ವಾಹಕ ಅಧಿಕಾರಿಗಳಾದ ರಾಹುಲ್ ರತ್ನಂ ಪಾಂಡೇಯ, ಜಿಲ್ಲಾ ಪೊಲೀಸ್ ವರಿಷ್ಠಾಧಿಕಾರಿಗಳಾದ ಡಾ.ರಾಮ್ ಎಲ್. ಅರಸಿದ್ದಿ, ಪ್ರಾದೇಶಿಕ ವಿಭಾಗದ ಉಪ ಅರಣ್ಯ ಸಂರಕ್ಷಣಾಧಿಕಾರಿ ಕಾವ್ಯ ಚತುರ್ವೇದಿ, ಅಪರ ಜಿಲ್ಲಾಧಿಕಾರಿಗಳಾದ ಸಿದ್ರಾಮೇಶ್ವರ, ಜಿಲ್ಲಾ ಹೆಚ್ಚುವರಿ ಪೊಲೀಸ್ ವರಿಷ್ಠಾಧಿಕಾರಿಗಳಾದ ಹೇಮಂತಕುಮಾರ ಹಾಗೂ ಇನ್ನಿತರರು ಇದ್ದರು. xyxy=(4,951,194,1124)
registration-dot xyxy=(208,1526,218,1536)
registration-dot xyxy=(680,1526,690,1536)
editor-caption: ಮಂಜುನಾಥ ಜಿ. ಗೊಂಡಬಾಳ ಸಂಪಾದಕ - ಪ್ರಕಾಶಕ xyxy=(30,172,146,192)
date: 19-09-2024 ಗುರುವಾರ xyxy=(799,190,939,206)
tagline: ಹೊಸ ಪಯಣದತ್ತ ದಿಟ್ಟ ಹೆಜ್ಜೆ xyxy=(620,165,725,178)
registration-dot xyxy=(727,1526,737,1536)
kalyana-photo xyxy=(206,776,442,868)
email-address[interactable]: E-Mail: badalavanedailykoppal@gmail.com xyxy=(653,12,939,28)
section-divider xyxy=(0,1172,945,1173)
registration-dot xyxy=(113,1526,123,1536)
registration-dot xyxy=(822,1526,832,1536)
column-divider xyxy=(446,722,447,1170)
akshara-tv-logo xyxy=(805,50,925,180)
registration-dot xyxy=(397,1526,407,1536)
registration-dot xyxy=(349,1526,359,1536)
chalaki-col2: ಈ ಸಂದರ್ಭದಲ್ಲಿ ಜಿಲ್ಲಾಧಿಕಾರಿಗಳಾದ ನಲಿನ್ ಅತುಲ್, ಜಿಲ್ಲಾ ಪಂಚಾಯತ್ ಮುಖ್ಯ ಕಾರ್ಯನಿರ್ವಾಹಕ ಅಧಿಕಾರಿಗಳಾದ ರಾಹುಲ್ ರತ್ನಂ ಪಾಂಡೇಯ, ಜಿಲ್ಲಾ ಪೊಲೀಸ್ ವರಿಷ್ಠಾಧಿಕಾರಿಗಳಾದ ಡಾ.ರಾಮ್ ಎಲ್. ಅರಸಿದ್ದಿ, ಪ್ರಾದೇಶಿಕ ವಿಭಾಗದ ಉಪ ಅರಣ್ಯ ಸಂರಕ್ಷಣಾಧಿಕಾರಿ ಕಾವ್ಯ ಚತುರ್ವೇದಿ, ಅಪರ ಜಿಲ್ಲಾಧಿಕಾರಿಗಳಾದ ಸಿದ್ರಾಮೇಶ್ವರ, ಜಿಲ್ಲಾ ಹೆಚ್ಚುವರಿ ಪೊಲೀಸ್ ವರಿಷ್ಠಾಧಿಕಾರಿಗಳಾದ ಹೇಮಂತಕುಮಾರ, ಜಿಲ್ಲಾ ಪಂಚಾಯತ್ ಉಪ ಕಾರ್ಯದರ್ಶಿಗಳಾದ ಮಲ್ಲಿಕಾರ್ಜುನ ತೊದಲಬಾಗಿ ಹಾಗೂ ಇನ್ನಿತರರು ಇದ್ದರು. xyxy=(160,1347,388,1432)
